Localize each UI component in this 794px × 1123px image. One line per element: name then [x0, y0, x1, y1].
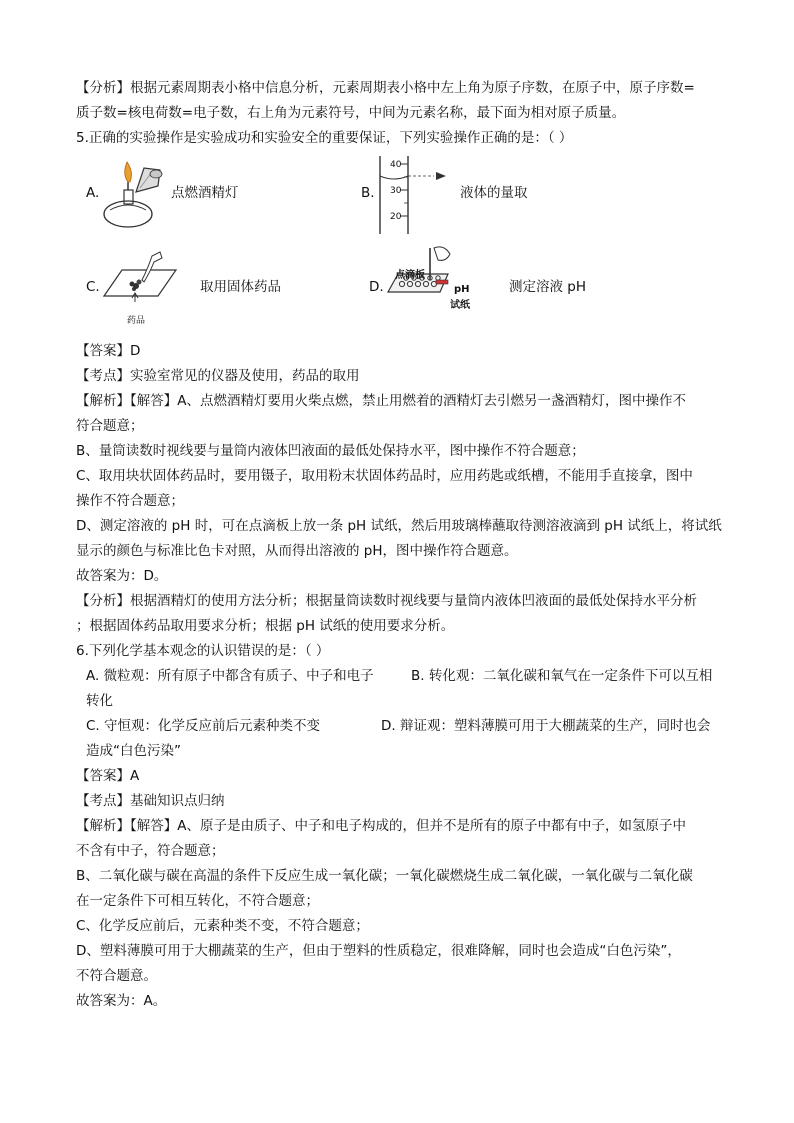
- q5-explanation-5: 操作不符合题意；: [76, 493, 184, 509]
- q5-stem: 5.正确的实验操作是实验成功和实验安全的重要保证，下列实验操作正确的是：（ ）: [76, 130, 573, 146]
- q6-option-b: B. 转化观：二氧化碳和氧气在一定条件下可以互相: [411, 668, 713, 684]
- q6-explanation-3: B、二氧化碳与碳在高温的条件下反应生成一氧化碳；一氧化碳燃烧生成二氧化碳，一氧化碳与二氧化碳: [76, 868, 693, 884]
- q5-explanation-1: 【解析】【解答】A、点燃酒精灯要用火柴点燃，禁止用燃着的酒精灯去引燃另一盏酒精灯，图中操作不: [76, 393, 686, 409]
- q5-option-c-caption: 取用固体药品: [200, 279, 281, 295]
- q5-explanation-3: B、量筒读数时视线要与量筒内液体凹液面的最低处保持水平，图中操作不符合题意；: [76, 443, 585, 459]
- q6-option-a: A. 微粒观：所有原子中都含有质子、中子和电子: [86, 668, 374, 684]
- alcohol-lamp-icon: [100, 152, 168, 232]
- cylinder-tick-30: 30: [390, 186, 402, 196]
- q5-option-b-caption: 液体的量取: [460, 185, 528, 201]
- q6-explanation-2: 不含有中子，符合题意；: [76, 843, 225, 859]
- q4-analysis-line-1: 【分析】根据元素周期表小格中信息分析，元素周期表小格中左上角为原子序数，在原子中，原子序数=: [76, 80, 695, 96]
- q6-explanation-8: 故答案为：A。: [76, 993, 167, 1009]
- q5-option-d-caption: 测定溶液 pH: [509, 279, 587, 295]
- q5-topic: 【考点】实验室常见的仪器及使用，药品的取用: [76, 368, 360, 384]
- q6-explanation-4: 在一定条件下可相互转化，不符合题意；: [76, 893, 319, 909]
- cylinder-tick-20: 20: [390, 212, 402, 222]
- q5-analysis-1: 【分析】根据酒精灯的使用方法分析；根据量筒读数时视线要与量筒内液体凹液面的最低处保持水平分析: [76, 593, 697, 609]
- q6-option-c: C. 守恒观：化学反应前后元素种类不变: [86, 718, 321, 734]
- ph-label: pH: [454, 284, 470, 295]
- q5-option-a-caption: 点燃酒精灯: [171, 185, 239, 201]
- q5-explanation-8: 故答案为：D。: [76, 568, 168, 584]
- q6-explanation-1: 【解析】【解答】A、原子是由质子、中子和电子构成的，但并不是所有的原子中都有中子，如氢原子中: [76, 818, 686, 834]
- q4-analysis-line-2: 质子数=核电荷数=电子数，右上角为元素符号，中间为元素名称，最下面为相对原子质量。: [76, 105, 626, 121]
- q6-answer: 【答案】A: [76, 768, 140, 784]
- q6-explanation-5: C、化学反应前后，元素种类不变，不符合题意；: [76, 918, 369, 934]
- drug-label: 药品: [127, 316, 146, 326]
- q5-option-c-letter: C.: [86, 279, 100, 295]
- q6-explanation-6: D、塑料薄膜可用于大棚蔬菜的生产，但由于塑料的性质稳定，很难降解，同时也会造成“白色污染”，: [76, 943, 681, 959]
- test-paper-label: 试纸: [450, 300, 470, 311]
- solid-reagent-icon: [102, 248, 178, 304]
- q6-option-d: D. 辩证观：塑料薄膜可用于大棚蔬菜的生产，同时也会: [381, 718, 711, 734]
- q5-explanation-2: 符合题意；: [76, 418, 144, 434]
- q6-topic: 【考点】基础知识点归纳: [76, 793, 225, 809]
- q6-explanation-7: 不符合题意。: [76, 968, 157, 984]
- q6-option-d-cont: 造成“白色污染”: [86, 743, 181, 759]
- q5-explanation-6: D、测定溶液的 pH 时，可在点滴板上放一条 pH 试纸，然后用玻璃棒蘸取待测溶液滴到 pH 试纸上，将试纸: [76, 518, 722, 534]
- q5-option-b-letter: B.: [361, 185, 375, 201]
- cylinder-tick-40: 40: [390, 160, 402, 170]
- q5-option-a-letter: A.: [86, 185, 100, 201]
- q5-answer: 【答案】D: [76, 343, 141, 359]
- q6-option-b-cont: 转化: [86, 693, 113, 709]
- q6-stem: 6.下列化学基本观念的认识错误的是：（ ）: [76, 643, 330, 659]
- q5-explanation-4: C、取用块状固体药品时，要用镊子，取用粉末状固体药品时，应用药匙或纸槽，不能用手直接拿，图中: [76, 468, 693, 484]
- spot-plate-label: 点滴板: [395, 270, 425, 281]
- q5-analysis-2: ；根据固体药品取用要求分析；根据 pH 试纸的使用要求分析。: [76, 618, 455, 634]
- q5-option-d-letter: D.: [369, 279, 384, 295]
- q5-explanation-7: 显示的颜色与标准比色卡对照，从而得出溶液的 pH，图中操作符合题意。: [76, 543, 518, 559]
- graduated-cylinder-icon: [374, 152, 454, 234]
